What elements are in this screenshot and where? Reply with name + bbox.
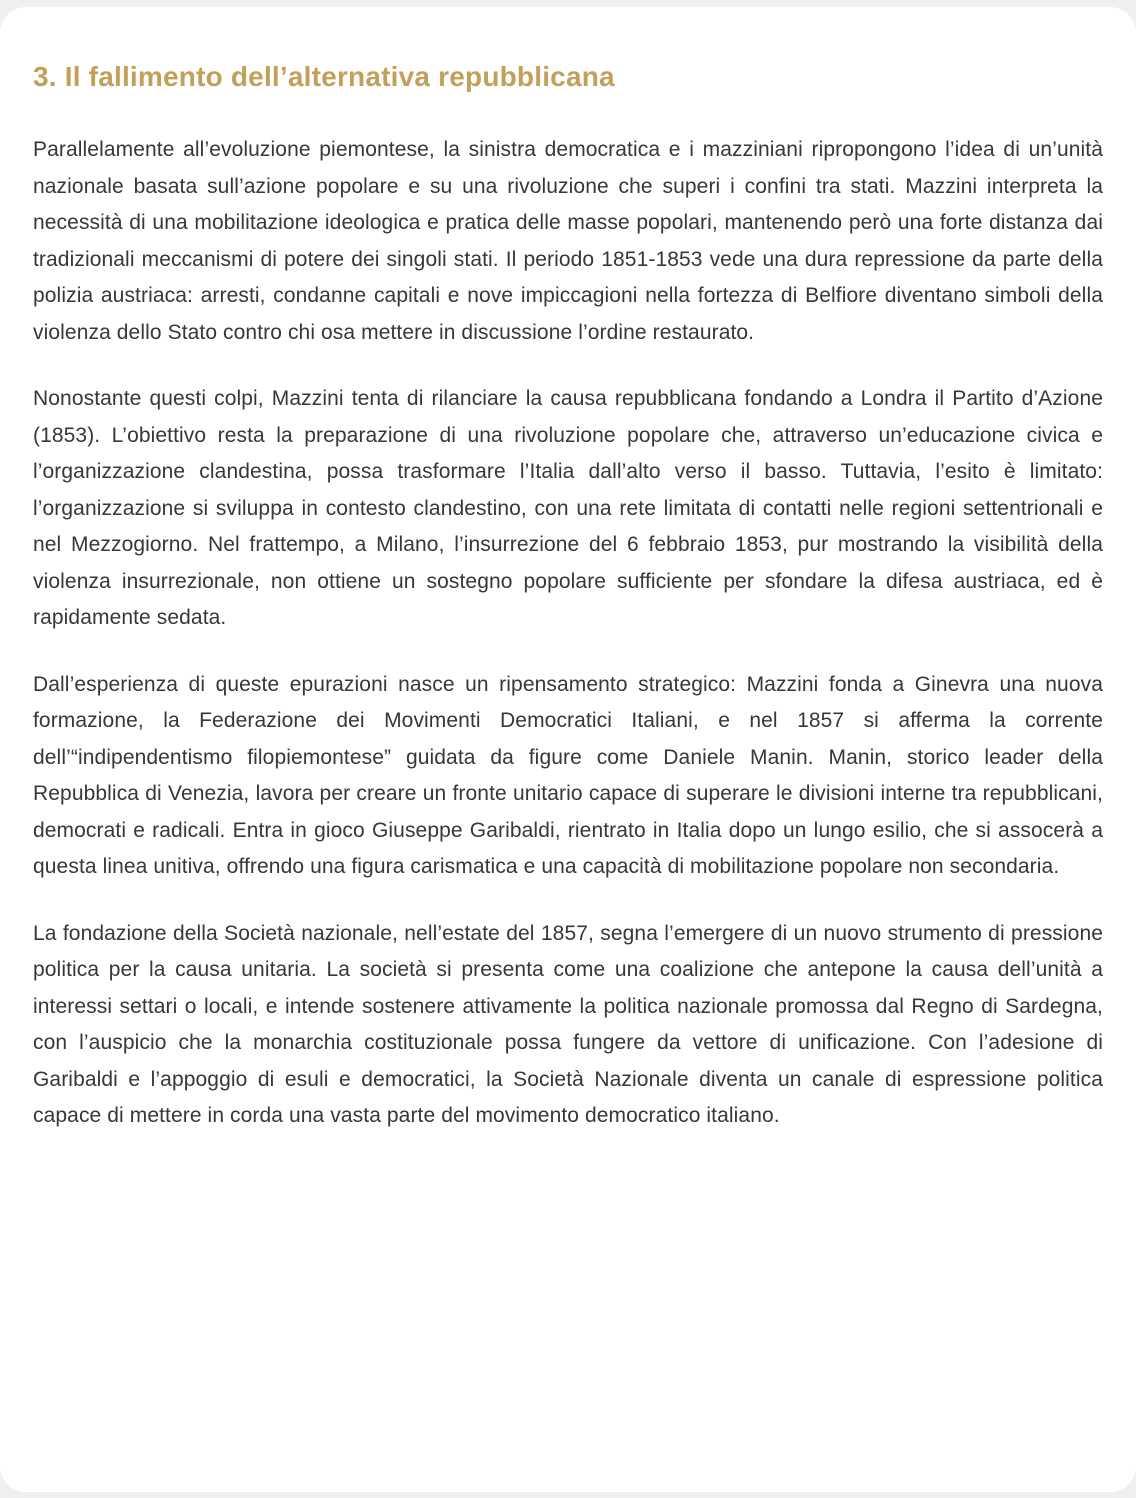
paragraph-partito-azione: Nonostante questi colpi, Mazzini tenta di rilanciare la causa repubblicana fondando a Londra il Partito d’Azione (1853). L’obiettivo resta la preparazione di una rivoluzione popolare che, attraverso un’educazione civica e l’organizzazione clandestina, possa trasformare l’Italia dall’alto verso il basso. Tuttavia, l’esito è limitato: l’organizzazione si sviluppa in contesto clandestino, con una rete limitata di contatti nelle regioni settentrionali e nel Mezzogiorno. Nel frattempo, a Milano, l’insurrezione del 6 febbraio 1853, pur mostrando la visibilità della violenza insurrezionale, non ottiene un sostegno popolare sufficiente per sfondare la difesa austriaca, ed è rapidamente sedata.: [33, 387, 1103, 629]
paragraph-societa-nazionale: La fondazione della Società nazionale, nell’estate del 1857, segna l’emergere di un nuovo strumento di pressione politica per la causa unitaria. La società si presenta come una coalizione che antepone la causa dell’unità a interessi settari o locali, e intende sostenere attivamente la politica nazionale promossa dal Regno di Sardegna, con l’auspicio che la monarchia costituzionale possa fungere da vettore di unificazione. Con l’adesione di Garibaldi e l’appoggio di esuli e democratici, la Società Nazionale diventa un canale di espressione politica capace di mettere in corda una vasta parte del movimento democratico italiano.: [33, 921, 1103, 1127]
document-card: [0, 7, 1136, 1492]
paragraph-mazzini-repression: Parallelamente all’evoluzione piemontese, la sinistra democratica e i mazziniani ripropongono l’idea di un’unità nazionale basata sull’azione popolare e su una rivoluzione che superi i confini tra stati. Mazzini interpreta la necessità di una mobilitazione ideologica e pratica delle masse popolari, mantenendo però una forte distanza dai tradizionali meccanismi di potere dei singoli stati. Il periodo 1851-1853 vede una dura repressione da parte della polizia austriaca: arresti, condanne capitali e nove impiccagioni nella fortezza di Belfiore diventano simboli della violenza dello Stato contro chi osa mettere in discussione l’ordine restaurato.: [33, 138, 1103, 344]
paragraph-manin-garibaldi: Dall’esperienza di queste epurazioni nasce un ripensamento strategico: Mazzini fonda a Ginevra una nuova formazione, la Federazione dei Movimenti Democratici Italiani, e nel 1857 si afferma la corrente dell’“indipendentismo filopiemontese” guidata da figure come Daniele Manin. Manin, storico leader della Repubblica di Venezia, lavora per creare un fronte unitario capace di superare le divisioni interne tra repubblicani, democrati e radicali. Entra in gioco Giuseppe Garibaldi, rientrato in Italia dopo un lungo esilio, che si assocerà a questa linea unitiva, offrendo una figura carismatica e una capacità di mobilitazione popolare non secondaria.: [33, 672, 1103, 878]
section-heading: 3. Il fallimento dell’alternativa repubblicana: [33, 61, 615, 92]
